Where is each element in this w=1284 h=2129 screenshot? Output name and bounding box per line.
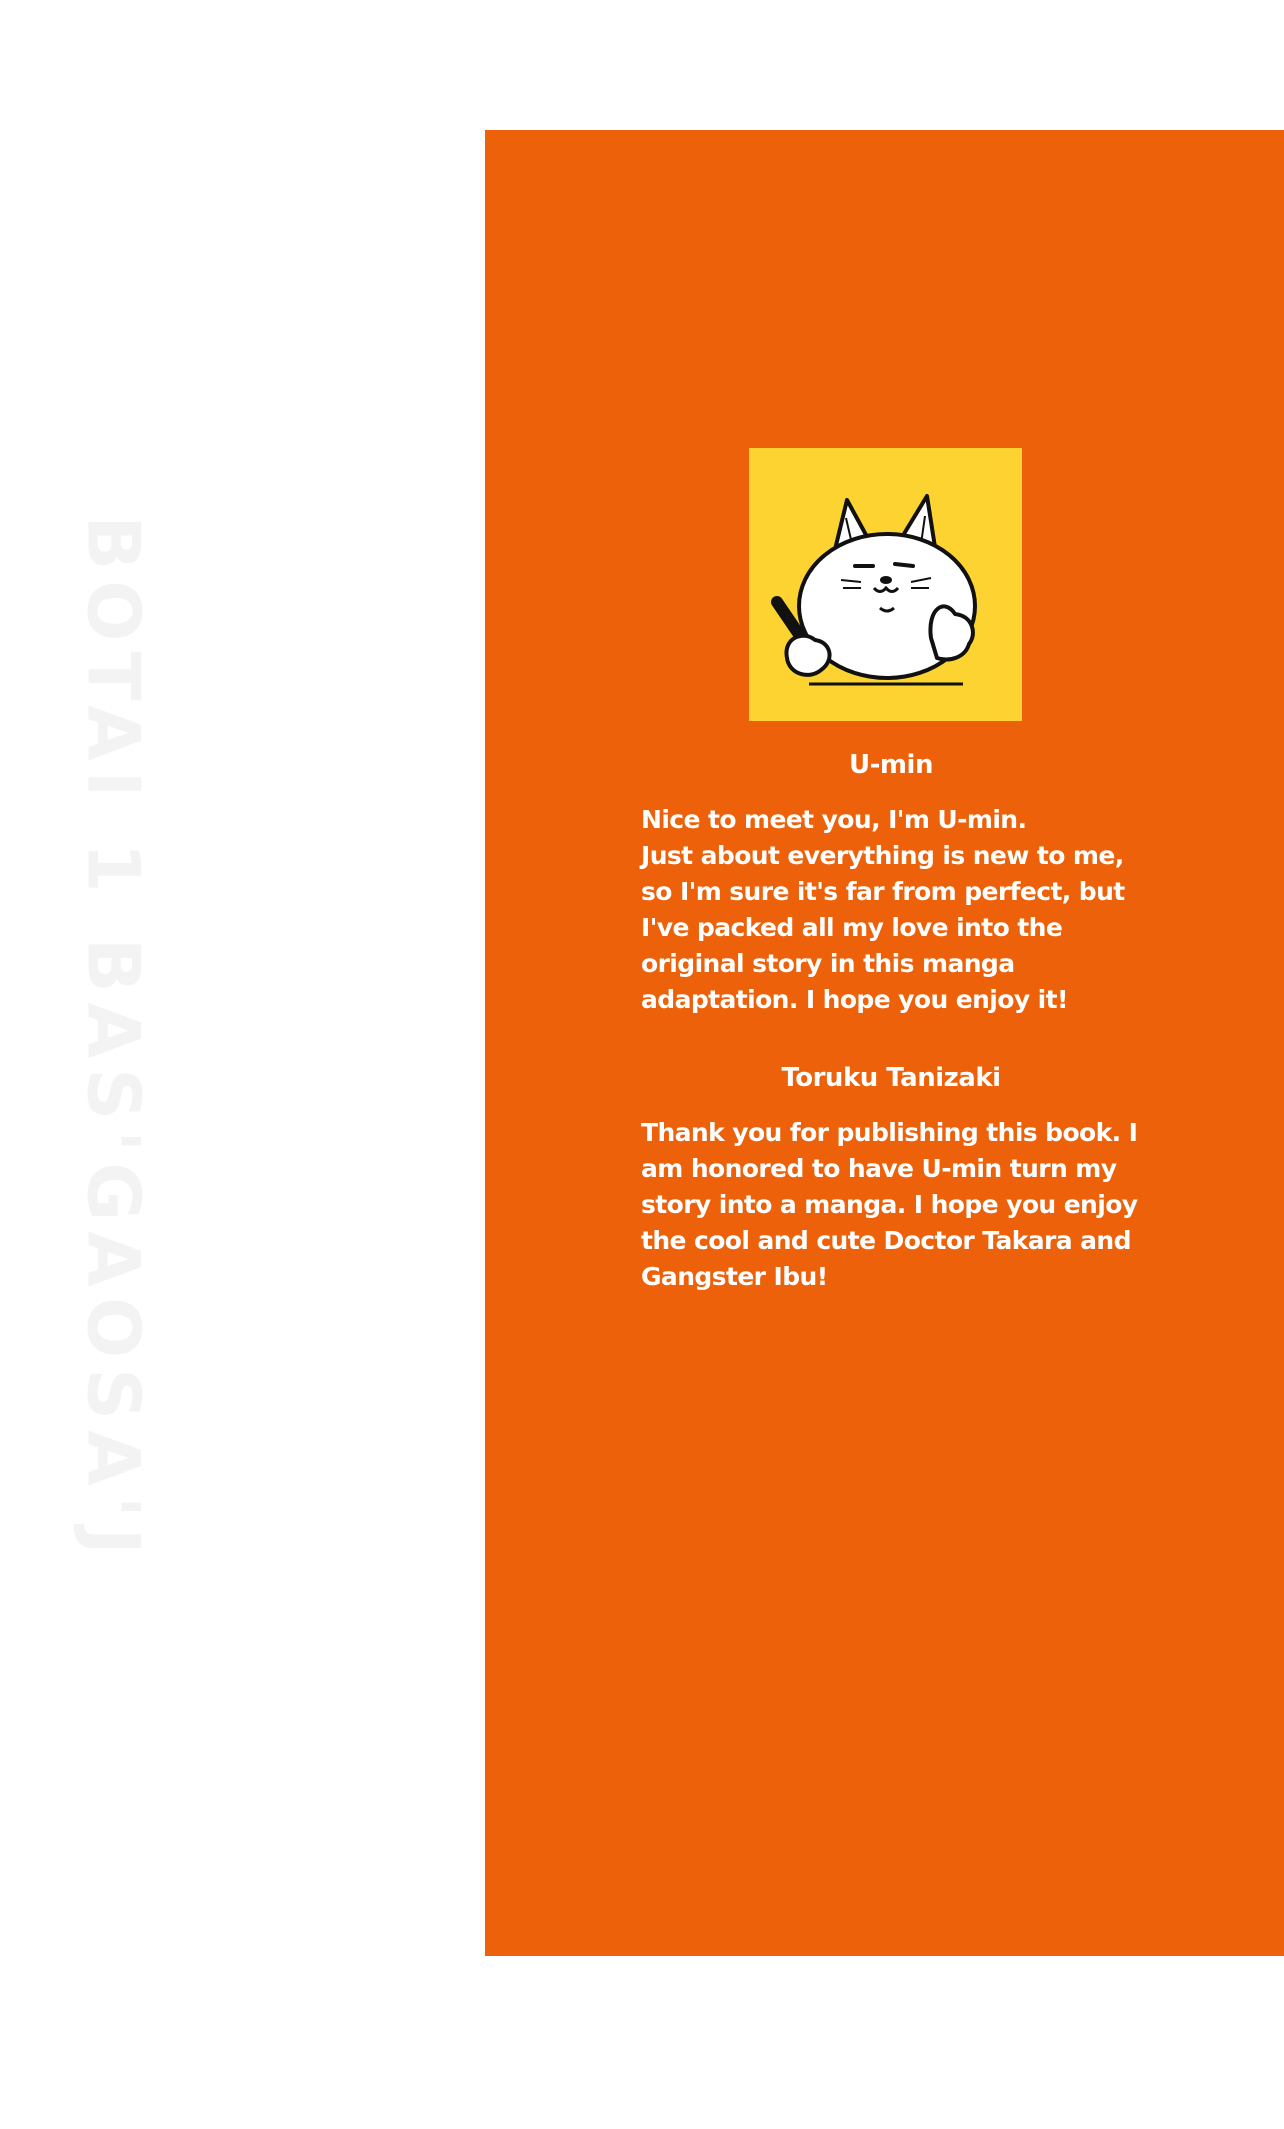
author-comments-panel <box>485 130 1284 1956</box>
spine-title <box>34 515 194 1565</box>
cover-art-edge <box>1252 530 1284 850</box>
author-comment-toruku-tanizaki <box>641 1063 1141 1295</box>
author-comment-umin <box>641 750 1141 1018</box>
cat-holding-pen-icon <box>749 448 1022 721</box>
spine-title-text: BOTAI 1 BAS'GAOSA'J <box>72 515 157 1565</box>
author-note: Nice to meet you, I'm U-min. Just about everything is new to me, so I'm sure it's far from perfect, but I've packed all my love into the original story in this manga adaptation. I hope you enjoy it! <box>641 805 1125 1014</box>
author-note: Thank you for publishing this book. I am honored to have U-min turn my story into a manga. I hope you enjoy the cool and cute Doctor Takara and Gangster Ibu! <box>641 1118 1138 1291</box>
author-name: Toruku Tanizaki <box>781 1063 1001 1093</box>
author-avatar <box>749 448 1022 721</box>
author-name: U-min <box>849 750 933 780</box>
